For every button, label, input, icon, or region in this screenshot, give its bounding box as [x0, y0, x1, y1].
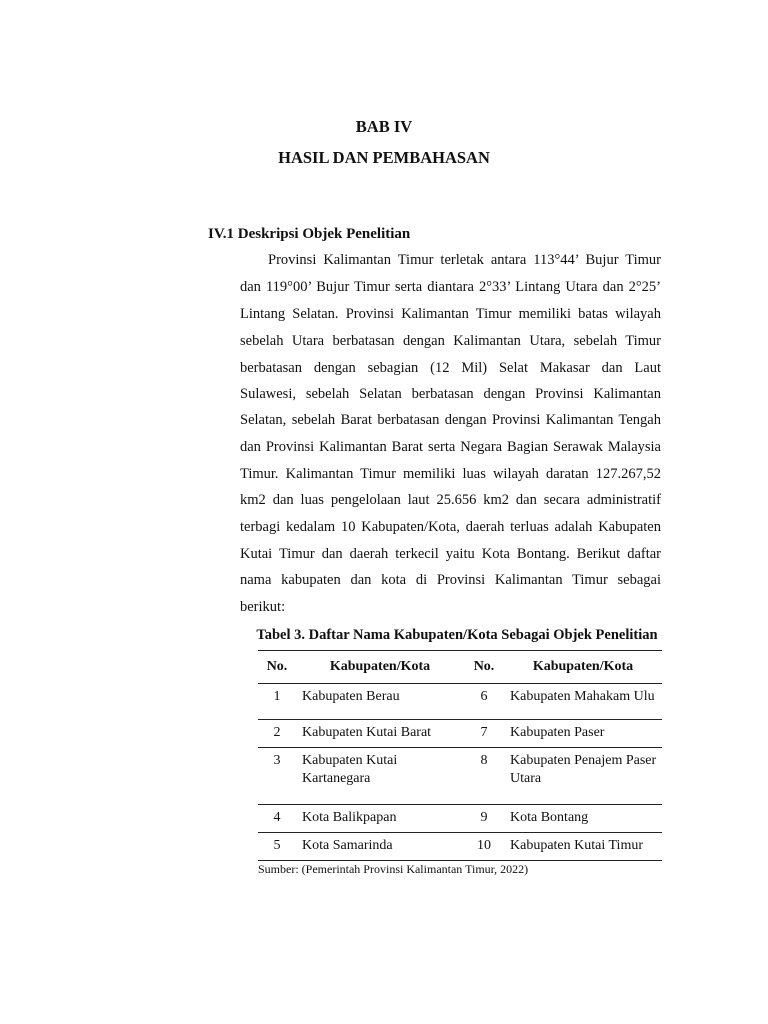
table-cell: 9	[464, 805, 504, 833]
table-source: Sumber: (Pemerintah Provinsi Kalimantan Timur, 2022)	[258, 862, 529, 876]
paragraph-line: berbatasan dengan sebagian (12 Mil) Selat Makasar dan Laut	[240, 360, 661, 376]
table-cell: Kota Bontang	[504, 805, 662, 833]
paragraph-line: Sulawesi, sebelah Selatan berbatasan dengan Provinsi Kalimantan	[240, 386, 661, 402]
paragraph-line: terbagi kedalam 10 Kabupaten/Kota, daerah terluas adalah Kabupaten	[240, 519, 661, 535]
table-cell: 3	[258, 748, 296, 805]
table-row	[258, 684, 662, 720]
column-header: No.	[258, 651, 296, 684]
table-cell: Kabupaten Berau	[296, 684, 464, 720]
paragraph-line: Provinsi Kalimantan Timur terletak antara 113°44’ Bujur Timur	[268, 252, 661, 268]
paragraph-line: Timur. Kalimantan Timur memiliki luas wilayah daratan 127.267,52	[240, 466, 661, 482]
paragraph-line: dan Provinsi Kalimantan Barat serta Negara Bagian Serawak Malaysia	[240, 439, 661, 455]
paragraph-line: Kutai Timur dan daerah terkecil yaitu Kota Bontang. Berikut daftar	[240, 546, 661, 562]
section-heading: IV.1 Deskripsi Objek Penelitian	[208, 226, 411, 242]
table-cell: Kabupaten Paser	[504, 720, 662, 748]
paragraph-line: km2 dan luas pengelolaan laut 25.656 km2 dan secara administratif	[240, 492, 661, 508]
table-cell: Kabupaten Kutai Barat	[296, 720, 464, 748]
table-row	[258, 748, 662, 805]
table-cell: Kabupaten Penajem Paser Utara	[504, 748, 662, 805]
table-cell: 8	[464, 748, 504, 805]
paragraph-line: sebelah Utara berbatasan dengan Kalimantan Utara, sebelah Timur	[240, 333, 661, 349]
table-cell: 7	[464, 720, 504, 748]
table-cell: 1	[258, 684, 296, 720]
table-row	[258, 805, 662, 833]
column-header: No.	[464, 651, 504, 684]
column-header: Kabupaten/Kota	[296, 651, 464, 684]
table-cell: Kabupaten Kutai Kartanegara	[296, 748, 464, 805]
table-cell: 10	[464, 833, 504, 861]
table-cell: 2	[258, 720, 296, 748]
paragraph-line: berikut:	[240, 599, 286, 615]
chapter-number: BAB IV	[355, 117, 413, 136]
paragraph-line: Selatan, sebelah Barat berbatasan dengan Provinsi Kalimantan Tengah	[240, 412, 661, 428]
paragraph-line: Lintang Selatan. Provinsi Kalimantan Timur memiliki batas wilayah	[240, 306, 661, 322]
chapter-title: HASIL DAN PEMBAHASAN	[278, 148, 490, 167]
table-row	[258, 833, 662, 861]
regency-table	[258, 650, 662, 861]
table-cell: Kabupaten Kutai Timur	[504, 833, 662, 861]
table-header-row	[258, 651, 662, 684]
paragraph-line: nama kabupaten dan kota di Provinsi Kalimantan Timur sebagai	[240, 572, 661, 588]
table-caption: Tabel 3. Daftar Nama Kabupaten/Kota Sebagai Objek Penelitian	[256, 627, 658, 643]
paragraph-line: dan 119°00’ Bujur Timur serta diantara 2°33’ Lintang Utara dan 2°25’	[240, 279, 661, 295]
table-cell: Kabupaten Mahakam Ulu	[504, 684, 662, 720]
table-cell: 6	[464, 684, 504, 720]
column-header: Kabupaten/Kota	[504, 651, 662, 684]
table-cell: Kota Balikpapan	[296, 805, 464, 833]
table-row	[258, 720, 662, 748]
table-cell: 5	[258, 833, 296, 861]
table-cell: Kota Samarinda	[296, 833, 464, 861]
table-cell: 4	[258, 805, 296, 833]
